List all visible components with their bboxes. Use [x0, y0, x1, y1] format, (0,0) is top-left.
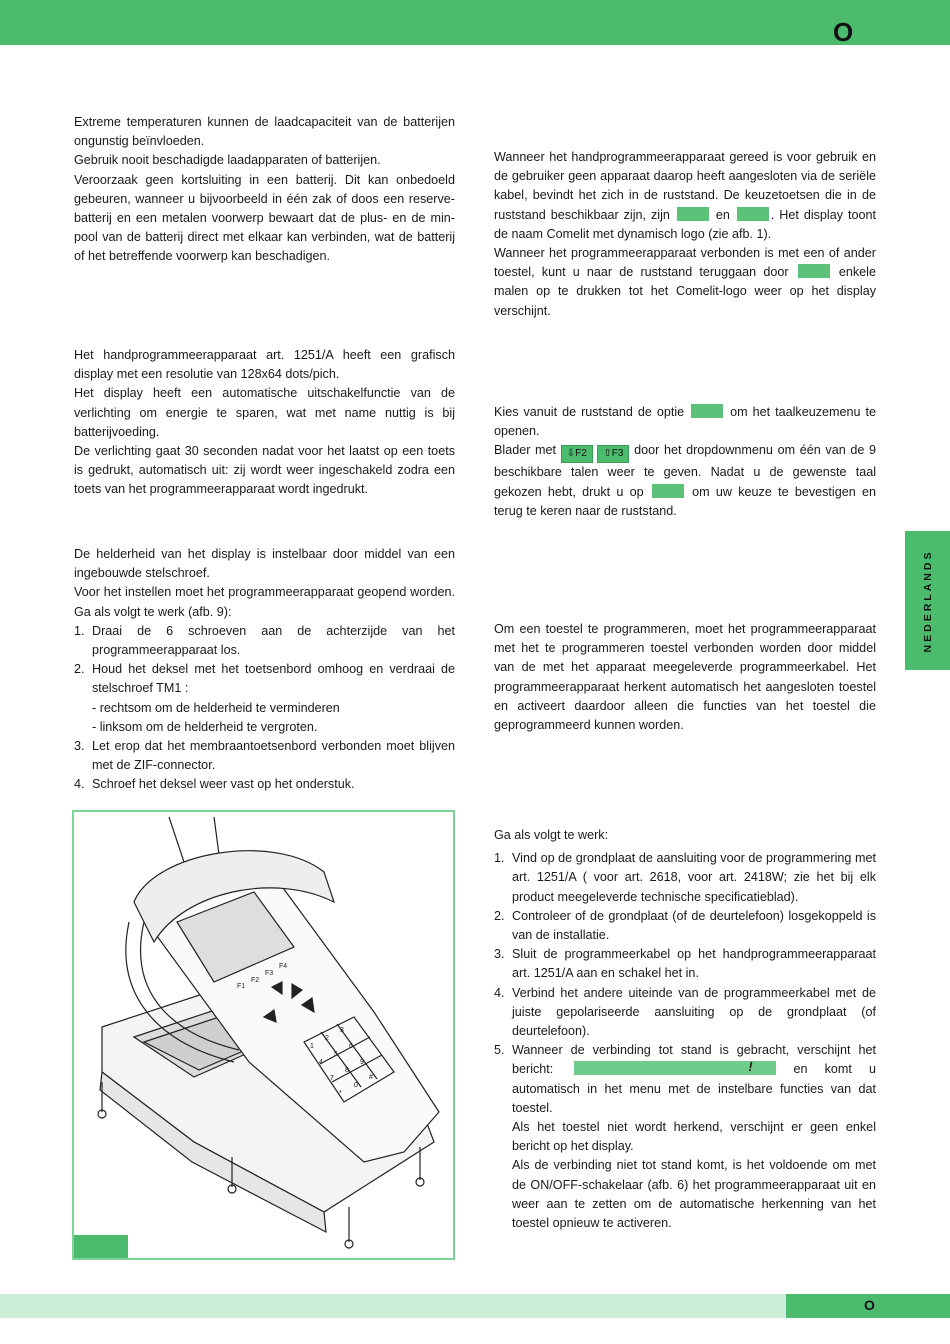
key-5: 5 [334, 1051, 338, 1058]
key-f1: F1 [237, 983, 246, 990]
key-hash: # [369, 1074, 373, 1081]
brightness-section [74, 545, 455, 795]
language-side-tab [905, 531, 950, 670]
side-tab-label: NEDERLANDS [921, 549, 934, 652]
key-4: 4 [319, 1059, 323, 1066]
paragraph: Wanneer het handprogrammeerapparaat gereed is voor gebruik en de gebruiker geen apparaat daarop heeft aangesloten via de seriële kabel, bevindt het zich in de ruststand. De keuzetoetsen die in de ruststand beschikbaar zijn, zijn en . Het display toont de naam Comelit met dynamisch logo (zie afb. 1). [494, 150, 877, 241]
list-item: 4. Verbind het andere uiteinde van de programmeerkabel met de juiste gepolariseerde aansluiting op de grondplaat (of deurtelefoon). [494, 985, 876, 1039]
key-1: 1 [310, 1043, 314, 1050]
key-f3: F3 [265, 970, 274, 977]
programmer-illustration [74, 812, 453, 1258]
key-8: 8 [345, 1067, 349, 1074]
key-button [798, 264, 830, 278]
key-f4: F4 [279, 963, 288, 970]
header-mark: O [833, 17, 854, 47]
key-0: 0 [354, 1082, 358, 1089]
battery-section [74, 113, 455, 267]
key-6: 6 [349, 1043, 353, 1050]
paragraph: Blader met ⇩F2 ⇧F3 door het dropdownmenu om één van de 9 beschikbare talen weer te geven. Nadat u de gewenste taal gekozen hebt, drukt u op om uw keuze te bevestigen en terug te keren naar de ruststand. [494, 443, 877, 518]
paragraph: Gebruik nooit beschadigde laadapparaten of batterijen. [74, 153, 381, 168]
list-item: 2. Houd het deksel met het toetsenbord omhoog en verdraai de stelschroef TM1 : - rechtsom om de helderheid te verminderen - linksom om de helderheid te vergroten. [74, 660, 455, 737]
paragraph: Kies vanuit de ruststand de optie om het taalkeuzemenu te openen. [494, 405, 876, 439]
procedure-section [494, 826, 876, 1233]
paragraph: De helderheid van het display is instelbaar door middel van een ingebouwde stelschroef. [74, 547, 455, 581]
message-bar: ! [574, 1061, 776, 1075]
footer-box [786, 1294, 950, 1318]
paragraph: Wanneer het programmeerapparaat verbonden is met een of ander toestel, kunt u naar de ruststand teruggaan door enkele malen op te drukken tot het Comelit-logo weer op het display verschijnt. [494, 246, 876, 318]
paragraph: Ga als volgt te werk: [494, 828, 609, 842]
rest-mode-section [494, 148, 876, 321]
key-f2: F2 [251, 977, 260, 984]
header-bar [0, 0, 950, 45]
paragraph: Het handprogrammeerapparaat art. 1251/A heeft een grafisch display met een resolutie van 128x64 dots/pich. [74, 348, 455, 382]
figure-9-box [72, 810, 455, 1260]
paragraph: Het display heeft een automatische uitschakelfunctie van de verlichting om energie te sparen, wat met name nuttig is bij batterijvoeding. [74, 386, 455, 439]
procedure-steps [494, 849, 876, 1233]
display-section [74, 346, 455, 500]
key-9: 9 [360, 1059, 364, 1066]
language-section [494, 403, 876, 521]
sub-item: - linksom om de helderheid te vergroten. [92, 719, 318, 734]
list-item: 3. Sluit de programmeerkabel op het handprogrammeerapparaat art. 1251/A aan en schakel het in. [494, 947, 876, 981]
paragraph: Extreme temperaturen kunnen de laadcapaciteit van de batterijen ongunstig beïnvloeden. [74, 115, 455, 149]
brightness-steps [74, 622, 455, 795]
footer-mark: O [864, 1297, 875, 1313]
paragraph: Veroorzaak geen kortsluiting in een batterij. Dit kan onbedoeld gebeuren, wanneer u bijvoorbeeld in één zak of doos een reserve-batterij en een metalen voorwerp bewaart dat de plus- en de min-pool van de batterij direct met elkaar kan verbinden, wat de batterij of het betreffende voorwerp kan beschadigen. [74, 172, 455, 264]
f3-key: ⇧F3 [597, 445, 629, 463]
paragraph: Voor het instellen moet het programmeerapparaat geopend worden. Ga als volgt te werk (afb. 9): [74, 585, 455, 619]
key-7: 7 [330, 1075, 334, 1082]
key-3: 3 [340, 1027, 344, 1034]
key-button [737, 207, 769, 221]
list-item: 1. Vind op de grondplaat de aansluiting voor de programmering met art. 1251/A ( voor art. 2618, voor art. 2418W; zie het bij elk product meegeleverde technische specificatieblad). [494, 851, 876, 904]
connect-section [494, 620, 876, 735]
list-item: 2. Controleer of de grondplaat (of de deurtelefoon) losgekoppeld is van de installatie. [494, 908, 876, 943]
sub-item: - rechtsom om de helderheid te verminderen [92, 700, 340, 715]
f2-key: ⇩F2 [561, 445, 593, 463]
list-item: 4. Schroef het deksel weer vast op het onderstuk. [74, 777, 355, 792]
figure-label-tag [74, 1235, 128, 1258]
paragraph: De verlichting gaat 30 seconden nadat voor het laatst op een toets is gedrukt, automatisch uit: zij wordt weer ingeschakeld zodra een toets van het programmeerapparaat wordt ingedrukt. [74, 444, 455, 497]
paragraph: Om een toestel te programmeren, moet het programmeerapparaat met het te programmeren toestel verbonden worden door middel van de met het apparaat meegeleverde programmeerkabel. Het programmeerapparaat herkent automatisch het aangesloten toestel en activeert daardoor alleen die functies van het toestel die geprogrammeerd kunnen worden. [494, 622, 876, 733]
key-button [691, 404, 723, 418]
key-button [652, 484, 684, 498]
key-2: 2 [325, 1035, 329, 1042]
key-star: * [339, 1090, 342, 1097]
list-item: 5. Wanneer de verbinding tot stand is gebracht, verschijnt het bericht: ! en komt u automatisch in het menu met de instelbare functies van dat toestel. Als het toestel niet wordt herkend, verschijnt er geen enkel bericht op het display. Als de verbinding niet tot stand komt, is het voldoende om met de ON/OFF-schakelaar (afb. 6) het programmeerapparaat uit en weer aan te zetten om de automatische herkenning van het toestel opnieuw te activeren. [494, 1043, 876, 1231]
list-item: 1. Draai de 6 schroeven aan de achterzijde van het programmeerapparaat los. [74, 623, 455, 658]
key-button [677, 207, 709, 221]
list-item: 3. Let erop dat het membraantoetsenbord verbonden moet blijven met de ZIF-connector. [74, 739, 455, 773]
